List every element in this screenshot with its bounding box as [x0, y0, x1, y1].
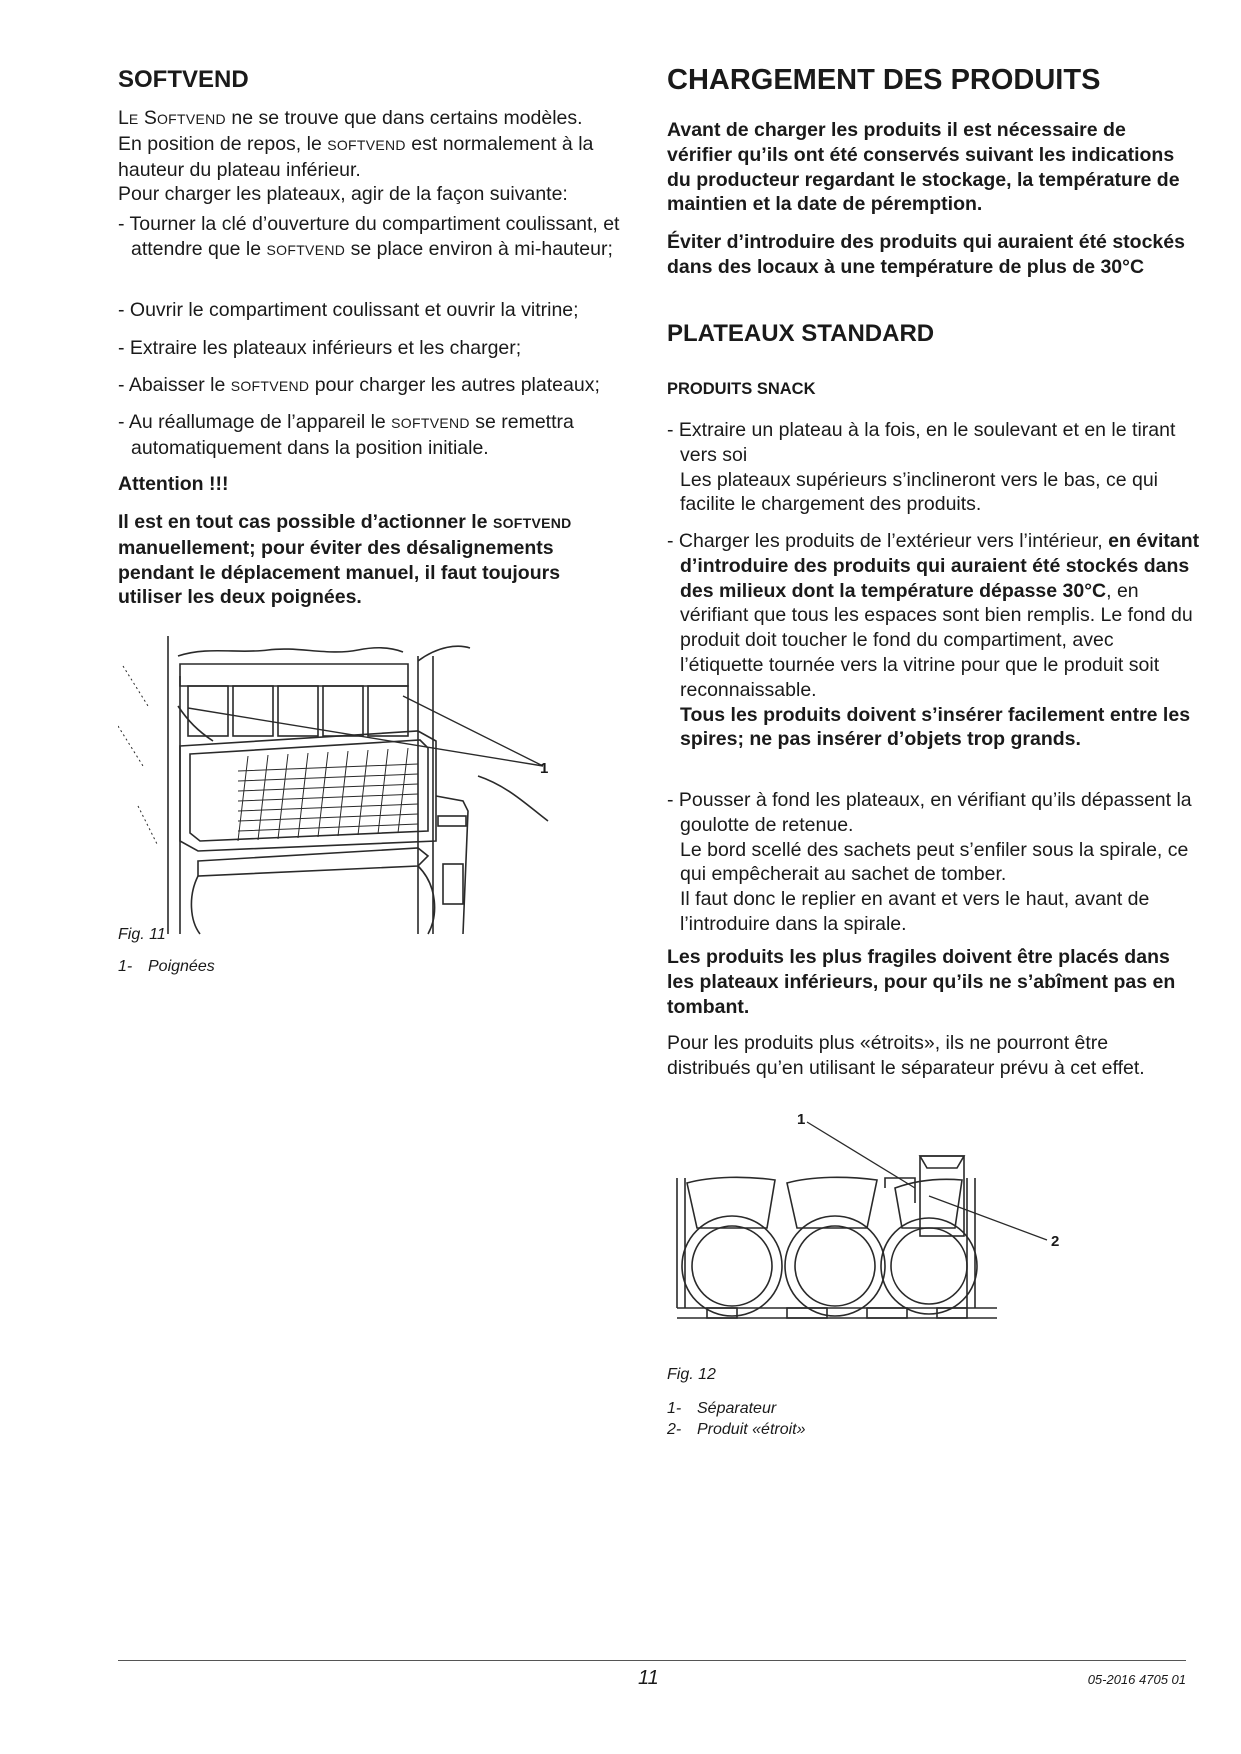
- list-item: [667, 788, 1200, 937]
- list-text: , en vérifiant que tous les espaces sont bien remplis. Le fond du produit doit toucher le fond du compartiment, avec l’étiquette tournée vers la vitrine pour que le produit soit reconnaissable.: [680, 579, 1193, 701]
- list-item: [118, 410, 641, 461]
- figure-12-illustration: [667, 1108, 1087, 1358]
- section-title-chargement: CHARGEMENT DES PRODUITS: [667, 64, 1101, 96]
- list-text: Les plateaux supérieurs s’inclineront vers le bas, ce qui facilite le chargement des produits.: [680, 468, 1159, 516]
- intro-text: E: [128, 111, 139, 127]
- list-text: Il faut donc le replier en avant et vers le haut, avant de l’introduire dans la spirale.: [680, 888, 1150, 935]
- footer-divider: [118, 1660, 1186, 1661]
- figure-12-legend: [667, 1398, 806, 1440]
- intro-text: OFTVEND: [156, 111, 226, 127]
- intro-text: est normalement à la hauteur du plateau inférieur.: [118, 132, 594, 181]
- list-text: Le bord scellé des sachets peut s’enfiler sous la spirale, ce qui empêcherait au sachet de tomber.: [680, 838, 1189, 886]
- warning-text: Il est en tout cas possible d’actionner le: [118, 511, 493, 533]
- list-item: [118, 373, 641, 399]
- list-text: SOFTVEND: [230, 378, 310, 394]
- figure-11-legend: [118, 956, 215, 977]
- section-title-plateaux: PLATEAUX STANDARD: [667, 320, 935, 347]
- list-text: - Charger les produits de l’extérieur vers l’intérieur,: [667, 530, 1109, 552]
- list-item: [667, 418, 1200, 517]
- figure-11-caption: Fig. 11: [118, 926, 166, 943]
- figure-11-callout-1: 1: [540, 760, 549, 777]
- section-title-softvend: SOFTVEND: [118, 66, 249, 93]
- legend-text: Produit «étroit»: [697, 1421, 806, 1438]
- subsection-title-snack: PRODUITS SNACK: [667, 380, 816, 398]
- intro-text: L: [118, 107, 129, 129]
- storage-notice: Avant de charger les produits il est nécessaire de vérifier qu’ils ont été conservés suivant les indications du producteur regardant le stockage, la température de maintien et la date de péremption.: [667, 119, 1180, 216]
- legend-row: [667, 1398, 806, 1419]
- callout-line: [188, 708, 543, 766]
- intro-text: SOFTVEND: [327, 136, 406, 153]
- callout-line: [403, 696, 543, 766]
- narrow-products-text: Pour les produits plus «étroits», ils ne pourront être distribués qu’en utilisant le séparateur prévu à cet effet.: [667, 1032, 1145, 1079]
- softvend-warning: [118, 510, 608, 610]
- legend-number: 1-: [118, 958, 133, 975]
- legend-row: [667, 1419, 806, 1440]
- list-text: pour charger les autres plateaux;: [309, 374, 600, 396]
- list-text: SOFTVEND: [266, 241, 346, 258]
- list-item: - Extraire les plateaux inférieurs et les charger;: [118, 337, 522, 359]
- list-text: - Pousser à fond les plateaux, en vérifiant qu’ils dépassent la goulotte de retenue.: [667, 789, 1192, 836]
- intro-text: ne se trouve que dans certains modèles.: [225, 107, 583, 129]
- figure-12-caption: Fig. 12: [667, 1366, 716, 1383]
- attention-label: Attention !!!: [118, 473, 229, 495]
- list-text: - Au réallumage de l’appareil le: [118, 411, 392, 433]
- list-text: - Tourner la clé d’ouverture du compartiment coulissant, et attendre que le: [118, 213, 620, 260]
- figure-12-callout-1: 1: [797, 1111, 806, 1128]
- page-number: 11: [638, 1667, 659, 1689]
- list-text: - Extraire un plateau à la fois, en le soulevant et en le tirant vers soi: [667, 419, 1176, 466]
- list-text: Tous les produits doivent s’insérer facilement entre les spires; ne pas insérer d’objets trop grands.: [680, 703, 1191, 751]
- list-item: - Ouvrir le compartiment coulissant et ouvrir la vitrine;: [118, 299, 579, 321]
- temperature-warning: Éviter d’introduire des produits qui auraient été stockés dans des locaux à une température de plus de 30°C: [667, 231, 1185, 278]
- legend-text: Séparateur: [697, 1400, 777, 1417]
- intro-text: S: [138, 107, 157, 129]
- legend-text: Poignées: [148, 958, 215, 975]
- document-code: 05-2016 4705 01: [1087, 1672, 1186, 1687]
- figure-11-illustration: [118, 636, 558, 936]
- callout-line: [929, 1196, 1047, 1240]
- fragile-notice: Les produits les plus fragiles doivent être placés dans les plateaux inférieurs, pour qu’ils ne s’abîment pas en tombant.: [667, 946, 1176, 1018]
- list-item: [118, 212, 641, 263]
- list-text: en évitant d’introduire des produits qui auraient été stockés dans des milieux dont la température dépasse 30°C: [680, 530, 1200, 602]
- legend-number: 1-: [667, 1400, 682, 1417]
- list-text: SOFTVEND: [391, 415, 470, 431]
- intro-text: En position de repos, le: [118, 132, 328, 155]
- list-text: se place environ à mi-hauteur;: [345, 237, 613, 260]
- warning-text: SOFTVEND: [492, 515, 572, 531]
- intro-text: Pour charger les plateaux, agir de la façon suivante:: [118, 183, 568, 206]
- warning-text: manuellement; pour éviter des désalignements pendant le déplacement manuel, il faut toujours utiliser les deux poignées.: [118, 536, 561, 609]
- list-text: - Abaisser le: [118, 374, 231, 396]
- list-item: [667, 529, 1200, 752]
- softvend-intro: [118, 106, 628, 207]
- legend-number: 2-: [667, 1421, 682, 1438]
- list-text: se remettra automatiquement dans la position initiale.: [131, 411, 574, 459]
- figure-12-callout-2: 2: [1051, 1233, 1060, 1250]
